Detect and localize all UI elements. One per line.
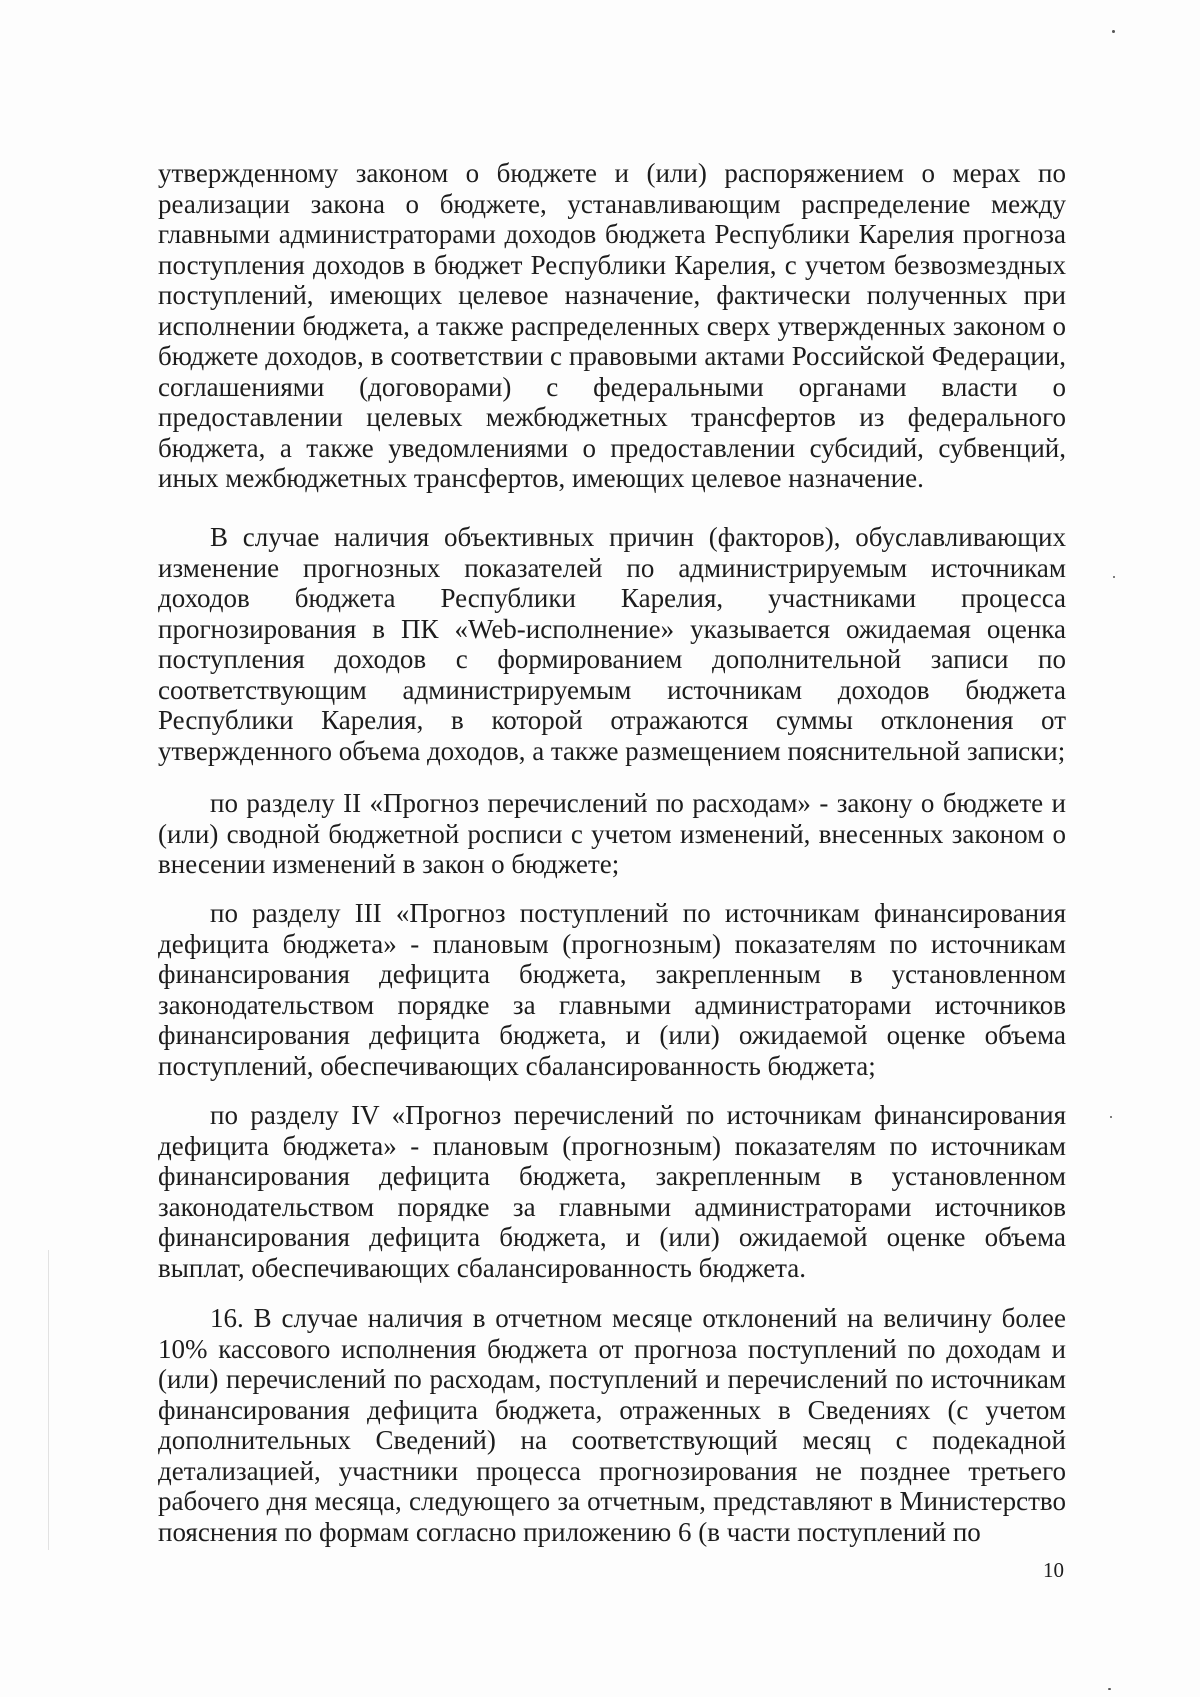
scan-speck bbox=[1108, 1688, 1111, 1690]
scan-edge-line bbox=[48, 1250, 49, 1550]
paragraph-section-4: по разделу IV «Прогноз перечислений по источникам финансирования дефицита бюджета» - плановым (прогнозным) показателям по источникам финансирования дефицита бюджета, закрепленным в установленном законодательством порядке за главными администраторами источников финансирования дефицита бюджета, и (или) ожидаемой оценке объема выплат, обеспечивающих сбалансированность бюджета. bbox=[158, 1100, 1066, 1283]
page-number: 10 bbox=[1043, 1558, 1064, 1582]
paragraph-section-2: по разделу II «Прогноз перечислений по расходам» - закону о бюджете и (или) сводной бюджетной росписи с учетом изменений, внесенных законом о внесении изменений в закон о бюджете; bbox=[158, 788, 1066, 879]
paragraph-item-16: 16. В случае наличия в отчетном месяце отклонений на величину более 10% кассового исполнения бюджета от прогноза поступлений по доходам и (или) перечислений по расходам, поступлений и перечислений по источникам финансирования дефицита бюджета, отраженных в Сведениях (с учетом дополнительных Сведений) на соответствующий месяц с подекадной детализацией, участники процесса прогнозирования не позднее третьего рабочего дня месяца, следующего за отчетным, представляют в Министерство пояснения по формам согласно приложению 6 (в части поступлений по bbox=[158, 1303, 1066, 1547]
paragraph-section-3: по разделу III «Прогноз поступлений по источникам финансирования дефицита бюджета» - плановым (прогнозным) показателям по источникам финансирования дефицита бюджета, закрепленным в установленном законодательством порядке за главными администраторами источников финансирования дефицита бюджета, и (или) ожидаемой оценке объема поступлений, обеспечивающих сбалансированность бюджета; bbox=[158, 898, 1066, 1081]
scan-speck bbox=[1112, 30, 1115, 33]
paragraph-continuation: утвержденному законом о бюджете и (или) распоряжением о мерах по реализации закона о бюджете, устанавливающим распределение между главными администраторами доходов бюджета Республики Карелия прогноза поступления доходов в бюджет Республики Карелия, с учетом безвозмездных поступлений, имеющих целевое назначение, фактически полученных при исполнении бюджета, а также распределенных сверх утвержденных законом о бюджете доходов, в соответствии с правовыми актами Российской Федерации, соглашениями (договорами) с федеральными органами власти о предоставлении целевых межбюджетных трансфертов из федерального бюджета, а также уведомлениями о предоставлении субсидий, субвенций, иных межбюджетных трансфертов, имеющих целевое назначение. bbox=[158, 158, 1066, 493]
paragraph-objective-reasons: В случае наличия объективных причин (факторов), обуславливающих изменение прогнозных показателей по администрируемым источникам доходов бюджета Республики Карелия, участниками процесса прогнозирования в ПК «Web-исполнение» указывается ожидаемая оценка поступления доходов с формированием дополнительной записи по соответствующим администрируемым источникам доходов бюджета Республики Карелия, в которой отражаются суммы отклонения от утвержденного объема доходов, а также размещением пояснительной записки; bbox=[158, 522, 1066, 766]
scan-speck bbox=[1113, 576, 1115, 578]
scan-speck bbox=[1110, 1116, 1112, 1118]
